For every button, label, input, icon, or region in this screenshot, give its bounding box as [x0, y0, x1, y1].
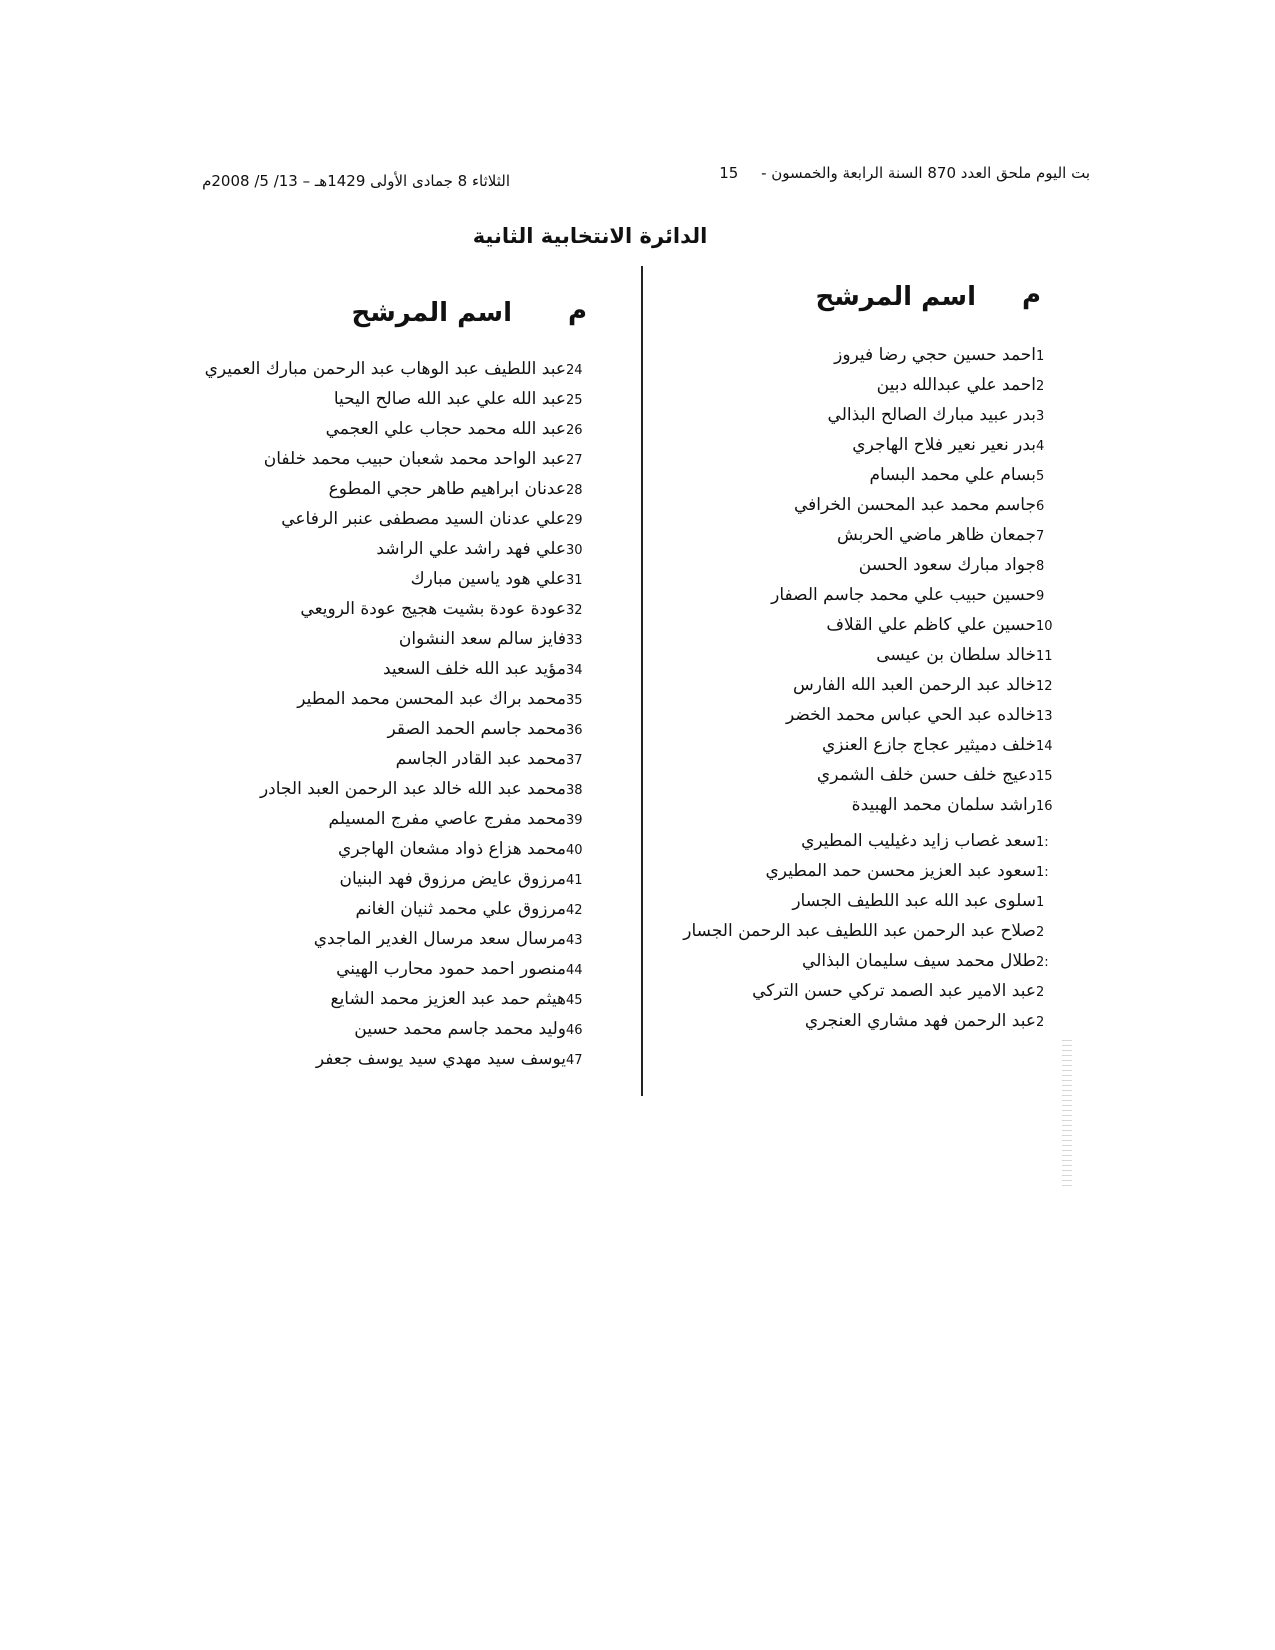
- list-item: [660, 520, 1080, 550]
- item-number: 2: [1036, 379, 1045, 394]
- candidate-name: محمد مفرج عاصي مفرج المسيلم: [328, 809, 566, 829]
- item-number: 11: [1036, 649, 1053, 664]
- item-number: 43: [566, 933, 583, 948]
- item-number: 1:: [1036, 865, 1049, 880]
- item-number: 35: [566, 693, 583, 708]
- right-number-heading: م: [1022, 280, 1042, 310]
- item-number: 2:: [1036, 955, 1049, 970]
- item-number: 31: [566, 573, 583, 588]
- item-number: 34: [566, 663, 583, 678]
- list-item: [170, 1044, 610, 1074]
- list-item: [660, 640, 1080, 670]
- item-number: 29: [566, 513, 583, 528]
- list-item: [660, 460, 1080, 490]
- candidate-name: عبد اللطيف عبد الوهاب عبد الرحمن مبارك العميري: [204, 359, 566, 379]
- list-item: [170, 354, 610, 384]
- item-number: 36: [566, 723, 583, 738]
- item-number: 3: [1036, 409, 1045, 424]
- list-item: [170, 384, 610, 414]
- item-number: 24: [566, 363, 583, 378]
- list-item: [170, 444, 610, 474]
- item-number: 46: [566, 1023, 583, 1038]
- list-item: [170, 954, 610, 984]
- item-number: 44: [566, 963, 583, 978]
- candidate-name: حسين علي كاظم علي القلاف: [826, 615, 1036, 635]
- list-item: [660, 490, 1080, 520]
- candidate-name: علي هود ياسين مبارك: [410, 569, 566, 589]
- section-title: الدائرة الانتخابية الثانية: [472, 224, 708, 248]
- item-number: 4: [1036, 439, 1045, 454]
- item-number: 16: [1036, 799, 1053, 814]
- candidate-name: خالد سلطان بن عيسى: [876, 645, 1036, 665]
- list-item: [660, 760, 1080, 790]
- list-item: [170, 504, 610, 534]
- item-number: 2: [1036, 925, 1045, 940]
- candidate-name: عودة عودة بشيت هجيج عودة الرويعي: [300, 599, 566, 619]
- list-item: [660, 976, 1080, 1006]
- candidate-name: حسين حبيب علي محمد جاسم الصفار: [771, 585, 1036, 605]
- item-number: 1:: [1036, 835, 1049, 850]
- item-number: 8: [1036, 559, 1045, 574]
- item-number: 30: [566, 543, 583, 558]
- candidate-name: راشد سلمان محمد الهبيدة: [851, 795, 1036, 815]
- candidate-name: بسام علي محمد البسام: [869, 465, 1036, 485]
- list-item: [170, 624, 610, 654]
- candidate-name: محمد عبد القادر الجاسم: [395, 749, 566, 769]
- item-number: 42: [566, 903, 583, 918]
- candidate-name: مرزوق علي محمد ثنيان الغانم: [355, 899, 566, 919]
- list-item: [660, 916, 1080, 946]
- candidate-name: محمد براك عبد المحسن محمد المطير: [297, 689, 566, 709]
- candidate-name: خالده عبد الحي عباس محمد الخضر: [786, 705, 1036, 725]
- item-number: 39: [566, 813, 583, 828]
- list-item: [660, 670, 1080, 700]
- candidate-name: خلف دميثير عجاج جازع العنزي: [821, 735, 1036, 755]
- list-item: [170, 744, 610, 774]
- list-item: [170, 894, 610, 924]
- list-item: [170, 864, 610, 894]
- candidate-name: مرسال سعد مرسال الغدير الماجدي: [313, 929, 566, 949]
- candidate-name: عبد الله علي عبد الله صالح اليحيا: [333, 389, 566, 409]
- list-item: [660, 886, 1080, 916]
- item-number: 12: [1036, 679, 1053, 694]
- item-number: 33: [566, 633, 583, 648]
- list-item: [660, 610, 1080, 640]
- list-item: [660, 580, 1080, 610]
- candidate-name: عبد الامير عبد الصمد تركي حسن التركي: [752, 981, 1036, 1001]
- list-item: [170, 684, 610, 714]
- list-item: [170, 834, 610, 864]
- candidate-name: هيثم حمد عبد العزيز محمد الشايع: [330, 989, 566, 1009]
- item-number: 40: [566, 843, 583, 858]
- candidate-name: احمد حسين حجي رضا فيروز: [834, 345, 1036, 365]
- list-item: [660, 790, 1080, 820]
- list-item: [660, 370, 1080, 400]
- candidate-name: محمد عبد الله خالد عبد الرحمن العبد الجادر: [259, 779, 566, 799]
- list-item: [170, 774, 610, 804]
- candidate-name: عبد الواحد محمد شعبان حبيب محمد خلفان: [263, 449, 566, 469]
- item-number: 41: [566, 873, 583, 888]
- item-number: 2: [1036, 1015, 1045, 1030]
- list-item: [660, 730, 1080, 760]
- item-number: 38: [566, 783, 583, 798]
- list-item: [660, 400, 1080, 430]
- list-item: [170, 654, 610, 684]
- item-number: 28: [566, 483, 583, 498]
- item-number: 10: [1036, 619, 1053, 634]
- candidate-name: عدنان ابراهيم طاهر حجي المطوع: [328, 479, 566, 499]
- candidate-name: سعد غصاب زايد دغيليب المطيري: [801, 831, 1036, 851]
- item-number: 6: [1036, 499, 1045, 514]
- item-number: 7: [1036, 529, 1045, 544]
- right-candidate-list: [660, 340, 1080, 820]
- list-item: [660, 826, 1080, 856]
- list-item: [170, 984, 610, 1014]
- list-item: [170, 1014, 610, 1044]
- item-number: 32: [566, 603, 583, 618]
- list-item: [170, 564, 610, 594]
- item-number: 9: [1036, 589, 1045, 604]
- item-number: 26: [566, 423, 583, 438]
- item-number: 5: [1036, 469, 1045, 484]
- candidate-name: جاسم محمد عبد المحسن الخرافي: [794, 495, 1036, 515]
- list-item: [660, 340, 1080, 370]
- candidate-name: مرزوق عايض مرزوق فهد البنيان: [339, 869, 566, 889]
- candidate-name: خالد عبد الرحمن العبد الله الفارس: [792, 675, 1036, 695]
- list-item: [170, 414, 610, 444]
- item-number: 27: [566, 453, 583, 468]
- item-number: 37: [566, 753, 583, 768]
- list-item: [660, 550, 1080, 580]
- candidate-name: محمد هزاع ذواد مشعان الهاجري: [338, 839, 566, 859]
- column-divider: [641, 266, 643, 1096]
- candidate-name: فايز سالم سعد النشوان: [398, 629, 566, 649]
- list-item: [170, 474, 610, 504]
- candidate-name: سعود عبد العزيز محسن حمد المطيري: [765, 861, 1036, 881]
- candidate-name: مؤيد عبد الله خلف السعيد: [382, 659, 566, 679]
- right-name-heading: اسم المرشح: [815, 282, 976, 312]
- list-item: [170, 534, 610, 564]
- candidate-name: بدر عبيد مبارك الصالح البذالي: [827, 405, 1036, 425]
- candidate-name: صلاح عبد الرحمن عبد اللطيف عبد الرحمن الجسار: [683, 921, 1036, 941]
- candidate-name: طلال محمد سيف سليمان البذالي: [802, 951, 1036, 971]
- right-candidate-list-continued: [660, 826, 1080, 1036]
- scan-edge-noise: [1062, 1040, 1072, 1190]
- candidate-name: يوسف سيد مهدي سيد يوسف جعفر: [315, 1049, 566, 1069]
- left-name-heading: اسم المرشح: [351, 298, 512, 328]
- candidate-name: دعيج خلف حسن خلف الشمري: [816, 765, 1036, 785]
- item-number: 13: [1036, 709, 1053, 724]
- list-item: [660, 946, 1080, 976]
- candidate-name: جمعان ظاهر ماضي الحربش: [836, 525, 1036, 545]
- candidate-name: عبد الله محمد حجاب علي العجمي: [325, 419, 566, 439]
- item-number: 15: [1036, 769, 1053, 784]
- list-item: [170, 804, 610, 834]
- list-item: [170, 924, 610, 954]
- item-number: 1: [1036, 895, 1045, 910]
- publication-title: بت اليوم ملحق العدد 870 السنة الرابعة والخمسون -: [761, 164, 1090, 182]
- list-item: [660, 430, 1080, 460]
- list-item: [170, 594, 610, 624]
- left-number-heading: م: [568, 296, 588, 326]
- item-number: 25: [566, 393, 583, 408]
- list-item: [660, 1006, 1080, 1036]
- candidate-name: وليد محمد جاسم محمد حسين: [354, 1019, 566, 1039]
- item-number: 14: [1036, 739, 1053, 754]
- page-number: 15: [719, 164, 739, 182]
- publication-line: [652, 164, 1090, 182]
- candidate-name: علي عدنان السيد مصطفى عنبر الرفاعي: [281, 509, 566, 529]
- candidate-name: سلوى عبد الله عبد اللطيف الجسار: [792, 891, 1036, 911]
- list-item: [660, 700, 1080, 730]
- item-number: 1: [1036, 349, 1045, 364]
- candidate-name: جواد مبارك سعود الحسن: [858, 555, 1036, 575]
- left-candidate-list: [170, 354, 610, 1074]
- item-number: 47: [566, 1053, 583, 1068]
- list-item: [660, 856, 1080, 886]
- candidate-name: عبد الرحمن فهد مشاري العنجري: [804, 1011, 1036, 1031]
- item-number: 2: [1036, 985, 1045, 1000]
- candidate-name: منصور احمد حمود محارب الهيني: [336, 959, 566, 979]
- candidate-name: علي فهد راشد علي الراشد: [376, 539, 566, 559]
- list-item: [170, 714, 610, 744]
- item-number: 45: [566, 993, 583, 1008]
- candidate-name: محمد جاسم الحمد الصقر: [387, 719, 566, 739]
- candidate-name: احمد علي عبدالله دبين: [876, 375, 1036, 395]
- issue-date: الثلاثاء 8 جمادى الأولى 1429هـ – 13/ 5/ 2008م: [202, 172, 510, 190]
- candidate-name: بدر نعير نعير فلاح الهاجري: [852, 435, 1036, 455]
